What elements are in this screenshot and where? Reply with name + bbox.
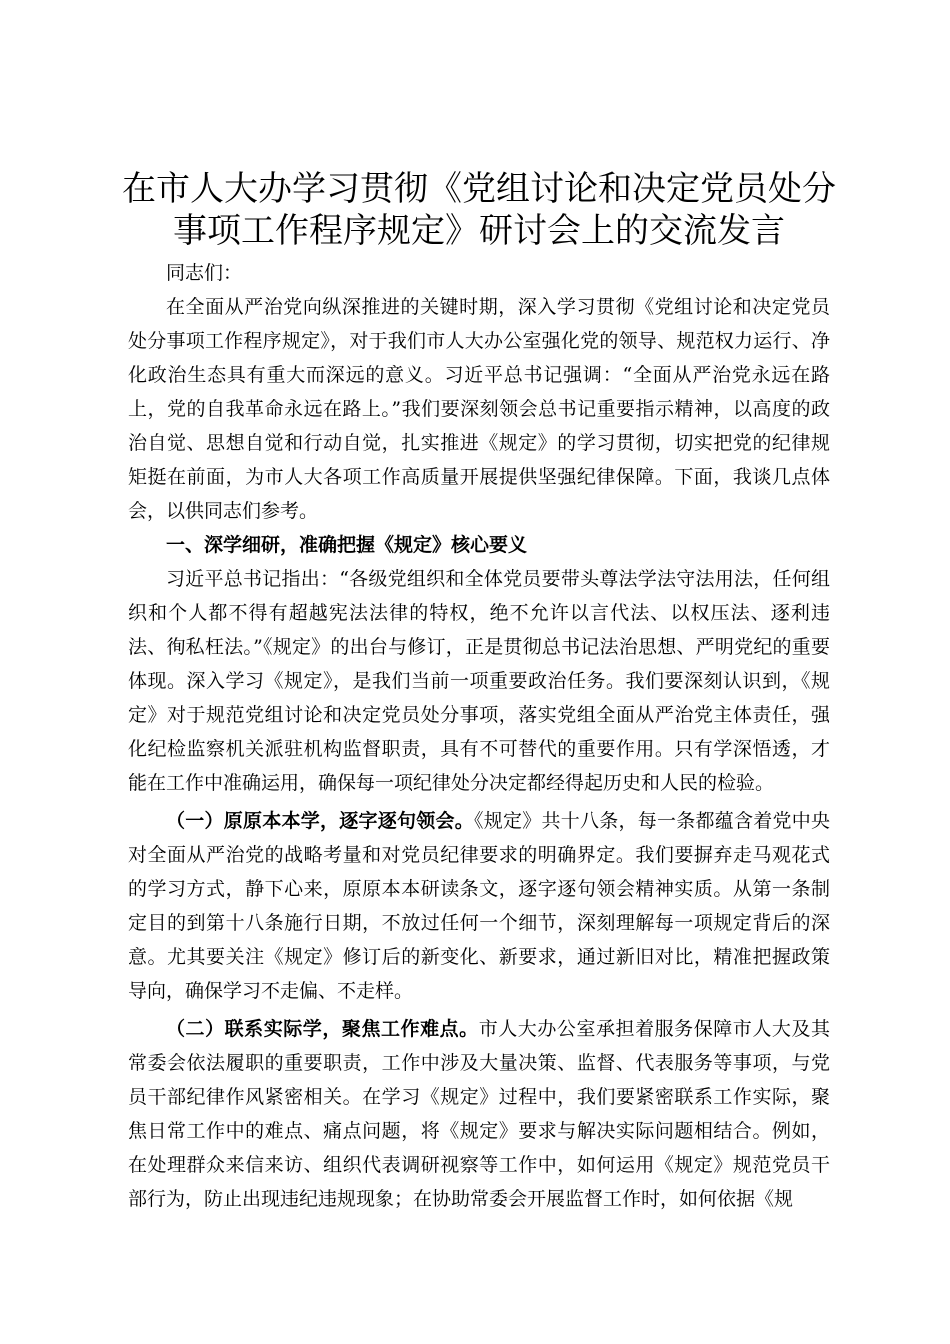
salutation: 同志们： [166, 262, 243, 284]
subsection-2-lead: （二）联系实际学，聚焦工作难点。 [166, 1018, 479, 1040]
document-page [122, 168, 836, 1216]
subsection-2-body: 市人大办公室承担着服务保障市人大及其常委会依法履职的重要职责，工作中涉及大量决策、监督、代表服务等事项，与党员干部纪律作风紧密相关。在学习《规定》过程中，我们要紧密联系工作实际，聚焦日常工作中的难点、痛点问题，将《规定》要求与解决实际问题相结合。例如，在处理群众来信来访、组织代表调研视察等工作中，如何运用《规定》规范党员干部行为，防止出现违纪违规现象；在协助常委会开展监督工作时，如何依据《规 [128, 1018, 830, 1210]
subsection-1-lead: （一）原原本本学，逐字逐句领会。 [166, 810, 474, 832]
section-1-body: 习近平总书记指出：“各级党组织和全体党员要带头尊法学法守法用法，任何组织和个人都不得有超越宪法法律的特权，绝不允许以言代法、以权压法、逐利违法、徇私枉法。”《规定》的出台与修订，正是贯彻总书记法治思想、严明党纪的重要体现。深入学习《规定》，是我们当前一项重要政治任务。我们要深刻认识到，《规定》对于规范党组讨论和决定党员处分事项，落实党组全面从严治党主体责任，强化纪检监察机关派驻机构监督职责，具有不可替代的重要作用。只有学深悟透，才能在工作中准确运用，确保每一项纪律处分决定都经得起历史和人民的检验。 [128, 568, 830, 794]
subsection-2-paragraph [128, 1012, 830, 1216]
document-title: 在市人大办学习贯彻《党组讨论和决定党员处分事项工作程序规定》研讨会上的交流发言 [122, 169, 836, 251]
subsection-1-body: 《规定》共十八条，每一条都蕴含着党中央对全面从严治党的战略考量和对党员纪律要求的明确界定。我们要摒弃走马观花式的学习方式，静下心来，原原本本研读条文，逐字逐句领会精神实质。从第一条制定目的到第十八条施行日期，不放过任何一个细节，深刻理解每一项规定背后的深意。尤其要关注《规定》修订后的新变化、新要求，通过新旧对比，精准把握政策导向，确保学习不走偏、不走样。 [128, 810, 830, 1002]
intro-paragraph: 在全面从严治党向纵深推进的关键时期，深入学习贯彻《党组讨论和决定党员处分事项工作程序规定》，对于我们市人大办公室强化党的领导、规范权力运行、净化政治生态具有重大而深远的意义。习近平总书记强调：“全面从严治党永远在路上，党的自我革命永远在路上。”我们要深刻领会总书记重要指示精神，以高度的政治自觉、思想自觉和行动自觉，扎实推进《规定》的学习贯彻，切实把党的纪律规矩挺在前面，为市人大各项工作高质量开展提供坚强纪律保障。下面，我谈几点体会，以供同志们参考。 [128, 296, 830, 522]
section-1-heading: 一、深学细研，准确把握《规定》核心要义 [166, 534, 528, 556]
subsection-1-paragraph [128, 804, 830, 1008]
